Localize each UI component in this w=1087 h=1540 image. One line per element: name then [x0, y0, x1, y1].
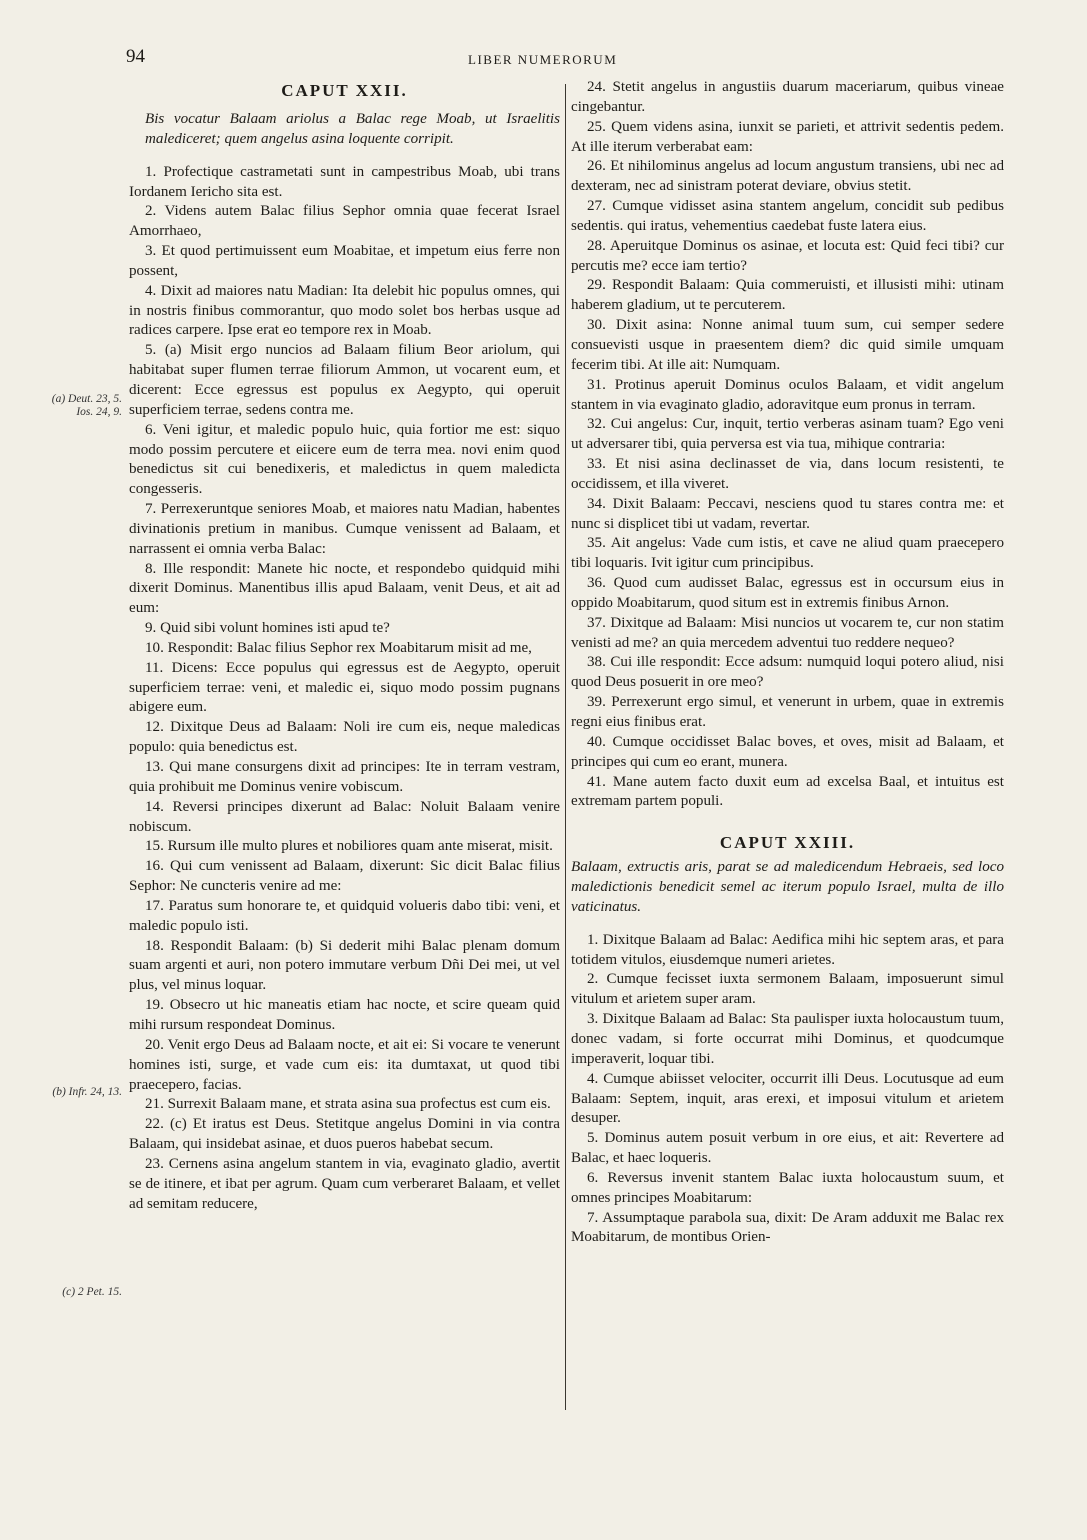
verse: 19. Obsecro ut hic maneatis etiam hac nocte, et scire queam quid mihi rursum respondeat Dominus. — [129, 997, 560, 1033]
verse: 7. Assumptaque parabola sua, dixit: De Aram adduxit me Balac rex Moabitarum, de montibus Orien- — [571, 1209, 1004, 1246]
verse: 39. Perrexerunt ergo simul, et venerunt in urbem, quae in extremis regni eius finibus erat. — [571, 694, 1004, 730]
verse: 40. Cumque occidisset Balac boves, et oves, misit ad Balaam, et principes qui cum eo erant, munera. — [571, 733, 1004, 770]
chapter-23-title: CAPUT XXIII. — [719, 833, 856, 853]
chapter-22-title: CAPUT XXII. — [281, 81, 408, 100]
verse: 3. Et quod pertimuissent eum Moabitae, et impetum eius ferre non possent, — [129, 243, 560, 279]
verse: 4. Cumque abiisset velociter, occurrit illi Deus. Locutusque ad eum Balaam: Septem, inquit, aras erexi, et imposui vitulum et arietem desuper. — [571, 1070, 1004, 1127]
right-column — [571, 78, 1004, 1248]
verse: 5. Dominus autem posuit verbum in ore eius, et ait: Revertere ad Balac, et haec loqueris. — [571, 1130, 1004, 1167]
verse: 8. Ille respondit: Manete hic nocte, et respondebo quidquid mihi dixerit Dominus. Manentibus illis apud Balaam, venit Deus, et ait ad eum: — [129, 560, 560, 617]
verse: 33. Et nisi asina declinasset de via, dans locum resistenti, te occidissem, et illa viveret. — [571, 456, 1004, 492]
verse: 35. Ait angelus: Vade cum istis, et cave ne aliud quam praecepero tibi loquaris. Ivit igitur cum principibus. — [571, 535, 1004, 572]
verse: 4. Dixit ad maiores natu Madian: Ita delebit hic populus omnes, qui in nostris finibus commorantur, quo modo solet bos herbas usque ad radices carpere. Ipse erat eo tempore rex in Moab. — [129, 282, 560, 339]
right-verses-ch22 — [571, 78, 1004, 812]
verse: 22. (c) Et iratus est Deus. Stetitque angelus Domini in via contra Balaam, qui insidebat asinae, et duos pueros habebat secum. — [129, 1116, 560, 1153]
verse: 32. Cui angelus: Cur, inquit, tertio verberas asinam tuam? Ego veni ut adversarer tibi, quia perversa est via tua, mihique contraria: — [571, 416, 1004, 453]
verse: 17. Paratus sum honorare te, et quidquid volueris dabo tibi: veni, et maledic populo isti. — [129, 897, 560, 934]
verse: 6. Veni igitur, et maledic populo huic, quia fortior me est: siquo modo possim percutere et eiicere eum de terra mea. novi enim quod benedictus sit cui benedixeris, et maledictus in quem maledicta congesseris. — [129, 421, 560, 498]
verse: 12. Dixitque Deus ad Balaam: Noli ire cum eis, neque maledicas populo: quia benedictus est. — [129, 719, 560, 756]
verse: 1. Dixitque Balaam ad Balac: Aedifica mihi hic septem aras, et para totidem vitulos, eiusdemque numeri arietes. — [571, 931, 1004, 968]
chapter-23-verses — [571, 931, 1004, 1249]
verse: 13. Qui mane consurgens dixit ad principes: Ite in terram vestram, quia prohibuit me Dominus venire vobiscum. — [129, 759, 560, 795]
verse: 41. Mane autem facto duxit eum ad excelsa Baal, et intuitus est extremam partem populi. — [571, 773, 1004, 810]
verse: 38. Cui ille respondit: Ecce adsum: numquid loqui potero aliud, nisi quod Deus posuerit in ore meo? — [571, 654, 1004, 691]
verse: 14. Reversi principes dixerunt ad Balac: Noluit Balaam venire nobiscum. — [129, 798, 560, 835]
verse: 24. Stetit angelus in angustiis duarum maceriarum, quibus vineae cingebantur. — [571, 79, 1004, 115]
verse: 26. Et nihilominus angelus ad locum angustum transiens, ubi nec ad dexteram, nec ad sinistram poterat deviare, obvius stetit. — [571, 158, 1004, 195]
verse: 1. Profectique castrametati sunt in campestribus Moab, ubi trans Iordanem Iericho sita est. — [129, 163, 560, 200]
running-title: LIBER NUMERORUM — [468, 52, 618, 67]
verse: 2. Cumque fecisset iuxta sermonem Balaam, imposuerunt simul vitulum et arietem super aram. — [571, 971, 1004, 1008]
page-number: 94 — [126, 46, 145, 67]
verse: 18. Respondit Balaam: (b) Si dederit mihi Balac plenam domum suam argenti et auri, non potero immutare verbum Dñi Dei mei, ut vel plus, vel minus loquar. — [129, 937, 560, 994]
verse: 31. Protinus aperuit Dominus oculos Balaam, et vidit angelum stantem in via evaginato gladio, adoravitque eum pronus in terram. — [571, 376, 1004, 413]
verse: 30. Dixit asina: Nonne animal tuum sum, cui semper sedere consuevisti usque in praesentem diem? dic quid simile umquam fecerim tibi. At ille ait: Numquam. — [571, 317, 1004, 373]
verse: 15. Rursum ille multo plures et nobiliores quam ante miserat, misit. — [145, 838, 553, 855]
verse: 20. Venit ergo Deus ad Balaam nocte, et ait ei: Si vocare te venerunt homines isti, surge, et vade cum eis: ita dumtaxat, ut quod tibi praecepero, facias. — [129, 1036, 560, 1093]
chapter-23-summary: Balaam, extructis aris, parat se ad maledicendum Hebraeis, sed loco maledictionis benedicit semel ac iterum populo Israel, multa de illo vaticinatus. — [571, 859, 1004, 915]
verse: 28. Aperuitque Dominus os asinae, et locuta est: Quid feci tibi? cur percutis me? ecce iam tertio? — [571, 237, 1004, 274]
verse: 23. Cernens asina angelum stantem in via, evaginato gladio, avertit se de itinere, et ibat per agrum. Quam cum verberaret Balaam, et vellet ad semitam reducere, — [129, 1155, 560, 1212]
verse: 6. Reversus invenit stantem Balac iuxta holocaustum suum, et omnes principes Moabitarum: — [571, 1169, 1004, 1206]
left-verses — [129, 163, 560, 1215]
marginal-note-c: (c) 2 Pet. 15. — [62, 1286, 122, 1298]
column-divider — [565, 84, 566, 1410]
verse: 34. Dixit Balaam: Peccavi, nesciens quod tu stares contra me: et nunc si displicet tibi ut vadam, revertar. — [571, 495, 1004, 532]
verse: 29. Respondit Balaam: Quia commeruisti, et illusisti mihi: utinam haberem gladium, ut te percuterem. — [571, 277, 1004, 314]
verse: 27. Cumque vidisset asina stantem angelum, concidit sub pedibus sedentis. qui iratus, vehementius caedebat fuste latera eius. — [571, 198, 1004, 234]
verse: 21. Surrexit Balaam mane, et strata asina sua profectus est cum eis. — [145, 1096, 551, 1113]
left-column — [129, 78, 560, 1214]
verse: 25. Quem videns asina, iunxit se parieti, et attrivit sedentis pedem. At ille iterum verberabat eam: — [571, 118, 1004, 155]
marginal-note-a: (a) Deut. 23, 5. Ios. 24, 9. — [51, 393, 122, 418]
verse: 2. Videns autem Balac filius Sephor omnia quae fecerat Israel Amorrhaeo, — [129, 203, 560, 240]
verse: 16. Qui cum venissent ad Balaam, dixerunt: Sic dicit Balac filius Sephor: Ne cuncteris venire ad me: — [129, 858, 560, 895]
verse: 11. Dicens: Ecce populus qui egressus est de Aegypto, operuit superficiem terrae: veni, et maledic ei, siquo modo possim pugnans abigere eum. — [129, 659, 560, 716]
verse: 3. Dixitque Balaam ad Balac: Sta paulisper iuxta holocaustum tuum, donec vadam, si forte occurrat mihi Dominus, et quodcumque imperaverit, loquar tibi. — [571, 1011, 1004, 1067]
marginal-note-b: (b) Infr. 24, 13. — [52, 1086, 122, 1098]
verse: 36. Quod cum audisset Balac, egressus est in occursum eius in oppido Moabitarum, quod situm est in extremis finibus Arnon. — [571, 575, 1004, 611]
verse: 10. Respondit: Balac filius Sephor rex Moabitarum misit ad me, — [145, 639, 532, 656]
verse: 9. Quid sibi volunt homines isti apud te? — [145, 620, 390, 637]
chapter-22-summary: Bis vocatur Balaam ariolus a Balac rege Moab, ut Israelitis malediceret; quem angelus asina loquente corripit. — [145, 111, 560, 147]
verse: 5. (a) Misit ergo nuncios ad Balaam filium Beor ariolum, qui habitabat super flumen terrae filiorum Ammon, ut vocarent eum, et dicerent: Ecce egressus est populus ex Aegypto, qui operuit superficiem terrae, sedens contra me. — [129, 342, 560, 418]
verse: 7. Perrexeruntque seniores Moab, et maiores natu Madian, habentes divinationis pretium in manibus. Cumque venissent ad Balaam, et narrassent ei omnia verba Balac: — [129, 501, 560, 557]
verse: 37. Dixitque ad Balaam: Misi nuncios ut vocarem te, cur non statim venisti ad me? an quia mercedem adventui tuo reddere nequeo? — [571, 614, 1004, 651]
